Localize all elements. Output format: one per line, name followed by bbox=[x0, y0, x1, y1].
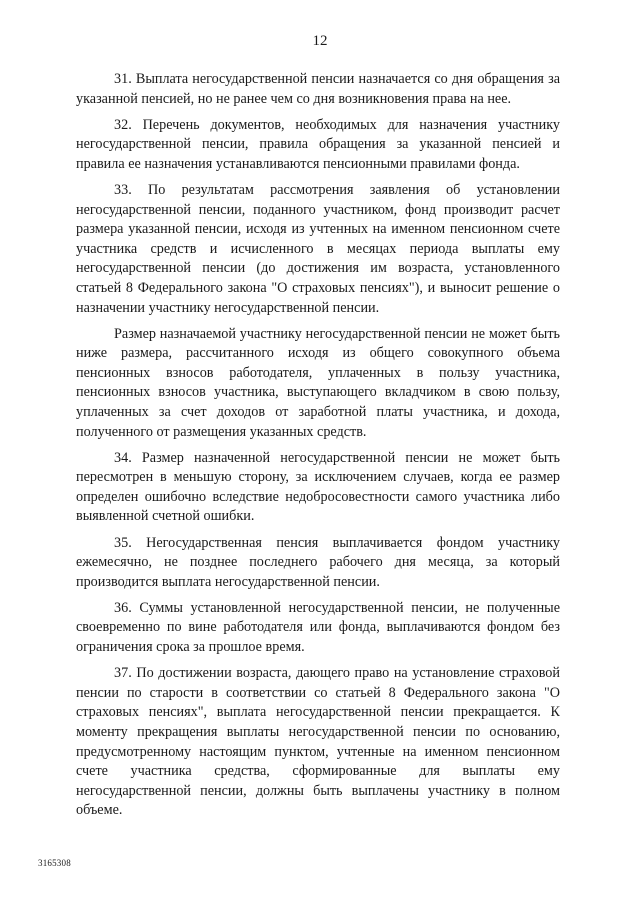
paragraph-31: 31. Выплата негосударственной пенсии назначается со дня обращения за указанной пенсией, но не ранее чем со дня возникновения права на нее. bbox=[76, 71, 560, 107]
page-number: 12 bbox=[312, 33, 328, 49]
paragraph-33: 33. По результатам рассмотрения заявления об установлении негосударственной пенсии, поданного участником, фонд производит расчет размера указанной пенсии, исходя из учтенных на именном пенсионном счете участника средств и исчисленного в месяцах периода выплаты ему негосударственной пенсии (до достижения им возраста, установленного статьей 8 Федерального закона "О страховых пенсиях"), и выносит решение о назначении участнику негосударственной пенсии. bbox=[76, 181, 560, 316]
paragraph-32: 32. Перечень документов, необходимых для назначения участнику негосударственной пенсии, правила обращения за указанной пенсией и правила ее назначения устанавливаются пенсионными правилами фонда. bbox=[76, 116, 560, 172]
document-body bbox=[76, 70, 560, 827]
paragraph-36: 36. Суммы установленной негосударственной пенсии, не полученные своевременно по вине работодателя или фонда, выплачиваются фондом без ограничения срока за прошлое время. bbox=[76, 599, 560, 656]
paragraph-35: 35. Негосударственная пенсия выплачивается фондом участнику ежемесячно, не позднее последнего рабочего дня месяца, за который производится выплата негосударственной пенсии. bbox=[76, 534, 560, 590]
document-code: 3165308 bbox=[38, 858, 71, 868]
paragraph-37: 37. По достижении возраста, дающего право на установление страховой пенсии по старости в соответствии со статьей 8 Федерального закона "О страховых пенсиях", выплата негосударственной пенсии прекращается. К моменту прекращения выплаты негосударственной пенсии по основанию, предусмотренному настоящим пунктом, учтенные на именном пенсионном счете участника средства, сформированные для выплаты ему негосударственной пенсии, должны быть выплачены участнику в полном объеме. bbox=[76, 665, 560, 819]
paragraph-33-continued: Размер назначаемой участнику негосударственной пенсии не может быть ниже размера, рассчитанного исходя из общего совокупного объема пенсионных взносов работодателя, уплаченных в пользу участника, пенсионных взносов участника, выступающего вкладчиком в свою пользу, уплаченных за счет доходов от заработной платы участника, и дохода, полученного от размещения указанных средств. bbox=[76, 325, 560, 440]
paragraph-34: 34. Размер назначенной негосударственной пенсии не может быть пересмотрен в меньшую сторону, за исключением случаев, когда ее размер определен ошибочно вследствие недобросовестности самого участника либо выявленной счетной ошибки. bbox=[76, 449, 560, 525]
